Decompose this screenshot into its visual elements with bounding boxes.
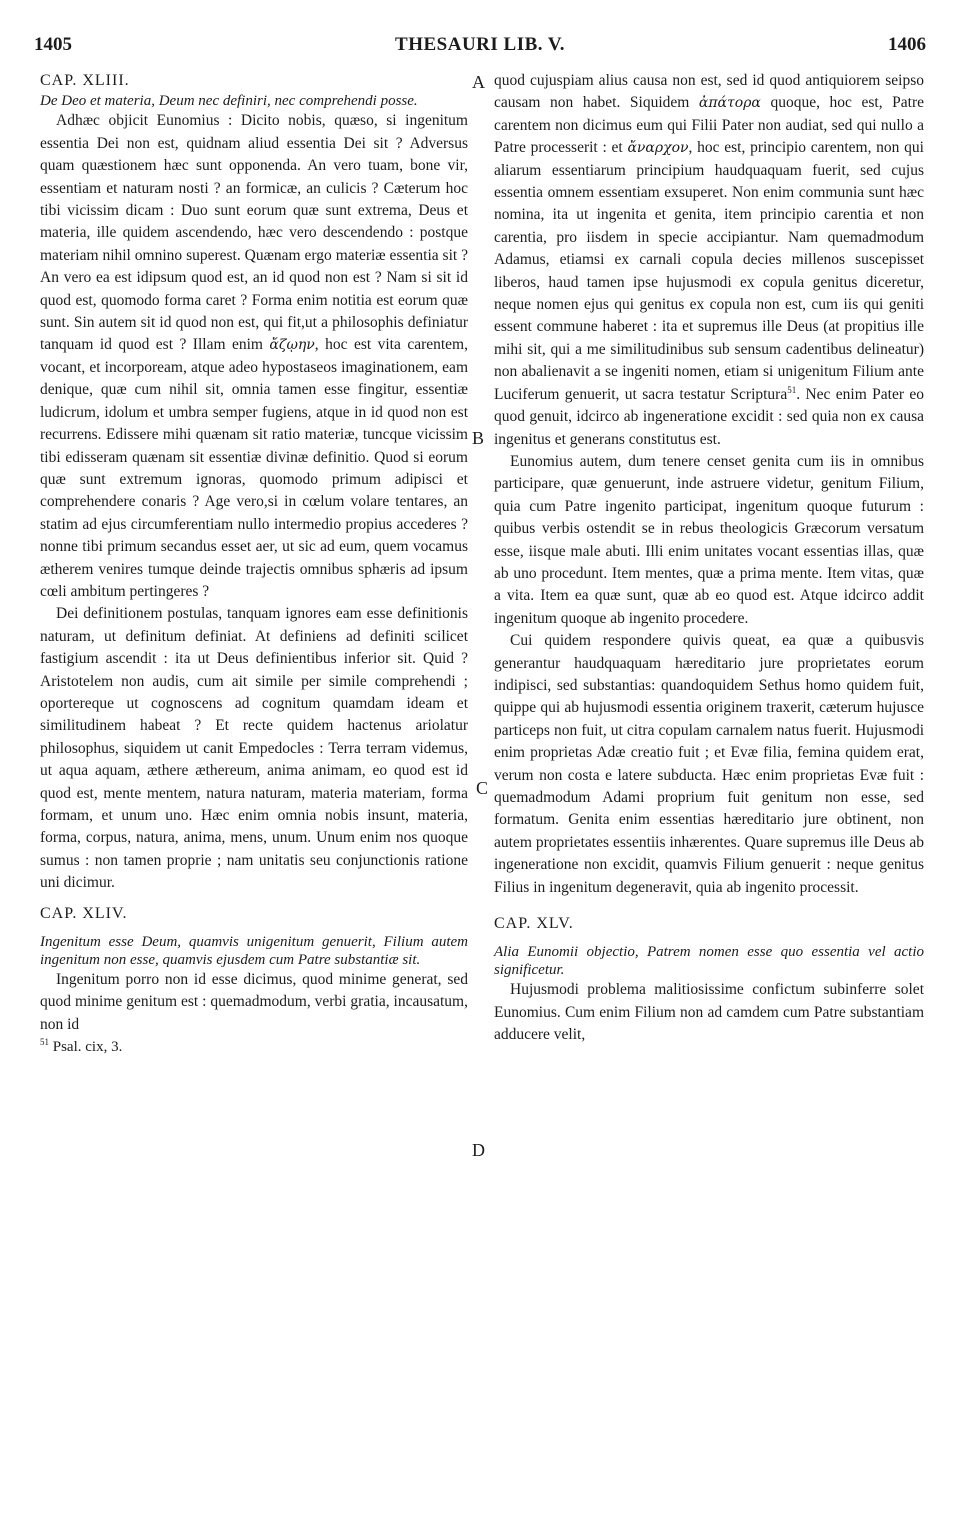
paragraph: Cui quidem respondere quivis queat, ea quæ a quibusvis generantur haudquaquam hæreditario jure proprietates eorum indipisci, sed substantias: quandoquidem Sethus homo quidem fuit, quippe qui ab hujusmodi essentia originem traxerit, cæterum hujusce particeps non fuit, ut citra copulam carnalem natus fuerit. Hujusmodi enim proprietas Adæ creatio fuit ; et Evæ filia, femina quidem erat, verum non costa e latere subducta. Hæc enim proprietas Evæ fuit : quemadmodum Adami proprium fuit genitum non esse, sed formatum. Genita enim essentias hæreditario jure obtinent, non autem proprietates essentiis inhærentes. Quare supremus ille Deus ab ingeneratione non excidit, quamvis Filium genuerit : neque genitus Filius in ingenitum degeneravit, quia ab ingenito processit. — [494, 632, 924, 896]
footnote-text: Psal. cix, 3. — [52, 1039, 123, 1056]
right-column — [494, 70, 924, 1047]
page-number-left: 1405 — [34, 34, 72, 55]
paragraph: Adhæc objicit Eunomius : Dicito nobis, quæso, si ingenitum essentia Dei non est, quidnam aliud essentia Dei sit ? Adversus quam quæstionem hæc sunt opponenda. An vero tuam, bone vir, essentiam et naturam nosti ? an formicæ, an culicis ? Cæterum hoc tibi vicissim dicam : Duo sunt eorum quæ sunt extrema, Deus et materia, ille quidem ascendendo, hæc vero descendendo : postque materiam nihil omnino superest. Quænam ergo materiæ essentia sit ? An vero ea est idipsum quod est, an id quod non est ? Nam si sit id quod est, quomodo forma caret ? Forma enim notitia est eorum quæ sunt. Sin autem sit id quod non est, qui fit,ut a philosophis definiatur tanquam id quod est ? Illam enim ἄζῳην, hoc est vita carentem, vocant, et incorpoream, atque adeo hypostaseos imaginationem, eam denique, quæ cum nihil sit, omnia tamen esse fingitur, essentiæ ludicrum, idolum et umbra semper fugiens, atque in id quod non est recurrens. Edissere mihi quænam sit ratio materiæ, tuncque vicissim tibi edisseram quænam sit essentiæ divinæ definitio. Quod si eorum quæ sunt extremum ignoras, quomodo primum adipisci et comprehendere conaris ? Age vero,si in cœlum volare tentares, an statim ad ejus circumferentiam nullo intermedio propius accederes ? nonne tibi primum secandus esset aer, ut sic ad eum, quem vocamus ætherem venires tumque deinde trajectis omnibus sphæris ad ipsum cœli ambitum pertingeres ? — [40, 112, 468, 600]
chapter-heading-43: CAP. XLIII. — [40, 72, 130, 89]
margin-letter-d: D — [472, 1140, 485, 1160]
chapter-heading-45: CAP. XLV. — [494, 915, 574, 933]
footnote — [40, 1036, 468, 1058]
paragraph: Eunomius autem, dum tenere censet genita cum iis in omnibus participare, quæ genuerunt, inde astruere videtur, genitum Filium, quia cum Patre ingenito participat, ingenitum quoque futurum : quibus verbis ostendit se in rebus theologicis Græcorum versatum esse, iisque male abuti. Illi enim unitates vocant essentias illas, quæ ab uno procedunt. Item mentes, quæ a prima mente. Item vitas, quæ a vita. Item ea quæ sunt, quæ ab eo quod est. Atque idcirco addit ingenitum quoque ab ingenito procedere. — [494, 452, 924, 627]
greek-word: ἄζῳην — [269, 337, 315, 354]
page-number-right: 1406 — [888, 34, 926, 55]
paragraph: quod cujuspiam alius causa non est, sed id quod antiquiorem seipso causam non habet. Siquidem ἀπάτορα quoque, hoc est, Patre carentem non dicimus eum qui Filii Pater non audiat, sed qui nullo a Patre processerit : et ἄναρχον, hoc est, principio carentem, non qui aliarum essentiarum principium haudquaquam fuerit, sed cujus essentia omnem essentiam exsuperet. Non enim communia sunt hæc nomina, ita ut ingenita et genita, item principio carentia et non carentia, pro iisdem in specie accipiantur. Nam quemadmodum Adamus, etiamsi ex carnali copula decies millenos suscepisset liberos, haud tamen ipse hujusmodi ex copula genitus diceretur, neque nomen ejus qui genitus ex copula non est, cum iis qui geniti essent commune haberet : ita et supremus ille Deus (at propitius ille mihi sit, qui a me similitudinibus sub sensum cadentibus delineatur) non abalienavit a se ingeniti nomen, etiam si unigenitum Filium ante Luciferum genuerit, ut sacra testatur Scriptura$^{51}$. Nec enim Pater eo quod genuit, idcirco ab ingeneratione excidit : sed quia non ex causa ingenitus et generans constitutus est. — [494, 72, 925, 448]
paragraph: Ingenitum porro non id esse dicimus, quod minime generat, sed quod minime genitum est : quemadmodum, verbi gratia, incausatum, non id — [40, 971, 468, 1033]
running-title: THESAURI LIB. V. — [395, 34, 565, 55]
margin-letter-c: C — [476, 778, 489, 798]
running-header — [34, 34, 926, 60]
chapter-subtitle-45: Alia Eunomii objectio, Patrem nomen esse quo essentia vel actio significetur. — [494, 944, 924, 979]
paragraph: Hujusmodi problema malitiosissime confictum subinferre solet Eunomius. Cum enim Filium non ad camdem cum Patre substantiam adducere velit, — [494, 981, 924, 1044]
paragraph: Dei definitionem postulas, tanquam ignores eam esse definitionis naturam, ut definitum definiat. At definiens ad definiti scilicet fastigium ascendit : ita ut Deus definientibus inferior sit. Quid ? Aristotelem non audis, cum ait simile per simile comprehendi ; oportereque ut cognoscens ad cognitum quamdam ideam et similitudinem habeat ? Et recte quidem hactenus ariolatur philosophus, siquidem ut canit Empedocles : Terra terram videmus, ut aqua aquam, æthere æthereum, anima animam, eo quod est id quod est, mente mentem, natura naturam, materia materiam, forma formam, et unum uno. Hæc enim omnia nobis insunt, materia, forma, corpus, natura, anima, mens, unum. Unum enim nos quoque sumus : non tamen proprie ; nam unitatis seu conjunctionis ratione uni dicimur. — [40, 605, 468, 892]
footnote-mark: 51 — [40, 1037, 49, 1048]
footnote-reference: 51 — [787, 384, 797, 395]
greek-word: ἄναρχον — [627, 140, 689, 157]
margin-letter-a: A — [472, 72, 485, 92]
left-column — [40, 70, 468, 1059]
chapter-subtitle-44: Ingenitum esse Deum, quamvis unigenitum genuerit, Filium autem ingenitum non esse, quamvis ejusdem cum Patre substantiæ sit. — [40, 934, 468, 969]
margin-letter-b: B — [472, 428, 485, 448]
chapter-heading-44: CAP. XLIV. — [40, 904, 128, 922]
greek-word: ἀπάτορα — [698, 95, 761, 112]
chapter-subtitle-43: De Deo et materia, Deum nec definiri, nec comprehendi posse. — [40, 93, 418, 110]
